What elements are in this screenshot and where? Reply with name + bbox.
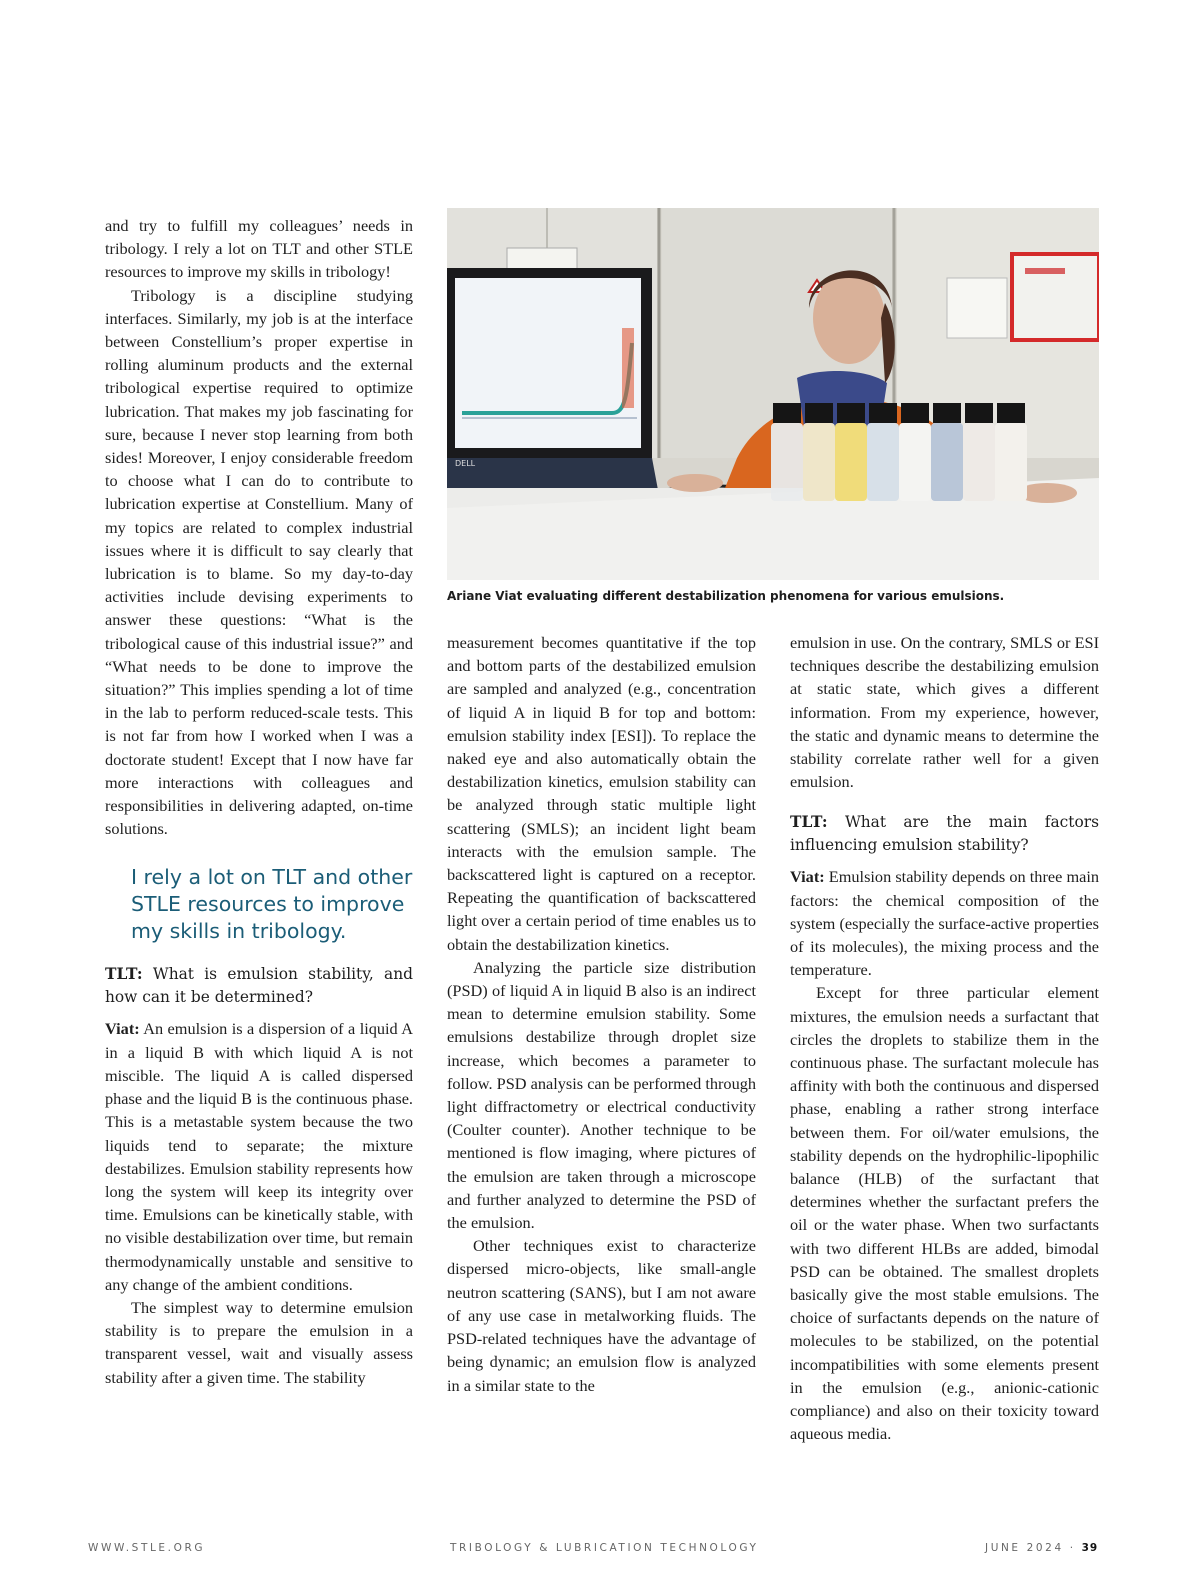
question-label: TLT: — [790, 813, 828, 832]
question-label: TLT: — [105, 965, 143, 984]
paragraph: measurement becomes quantitative if the top and bottom parts of the destabilized emulsion are sampled and analyzed (e.g., concentration of liquid A in liquid B for top and bottom: emulsion stability index [ESI]). To replace the naked eye and also automatically obtain the destabilization kinetics, emulsion stability can be analyzed through static multiple light scattering (SMLS); an incident light beam interacts with the emulsion sample. The backscattered light is captured on a receptor. Repeating the quantification of backscattered light over a certain period of time enables us to obtain the destabilization kinetics. — [447, 633, 756, 954]
paragraph: Analyzing the particle size distribution (PSD) of liquid A in liquid B also is an indirect mean to determine emulsion stability. Some emulsions destabilize through droplet size increase, which becomes a parameter to follow. PSD analysis can be performed through light diffractometry or electrical conductivity (Coulter counter). Another technique to be mentioned is flow imaging, where pictures of the emulsion are taken through a microscope and further analyzed to determine the PSD of the emulsion. — [447, 957, 756, 1233]
question-text: What are the main factors influencing emulsion stability? — [790, 813, 1099, 855]
answer-text: An emulsion is a dispersion of a liquid A in a liquid B with which liquid A is not miscible. The liquid A is called dispersed phase and the liquid B is the continuous phase. This is a metastable system because the two liquids tend to separate; the mixture destabilizes. Emulsion stability represents how long the system will keep its integrity over time. Emulsions can be kinetically stable, with no visible destabilization over time, but remain thermodynamically unstable and sensitive to any change of the ambient conditions. — [105, 1019, 414, 1294]
footer-publication: TRIBOLOGY & LUBRICATION TECHNOLOGY — [450, 1542, 759, 1554]
answer-viat — [790, 865, 1099, 981]
footer-date: JUNE 2024 — [985, 1542, 1064, 1554]
paragraph: Tribology is a discipline studying interfaces. Similarly, my job is at the interface between Constellium’s proper expertise in rolling aluminum products and the external tribological expertise required to optimize lubrication. That makes my job fascinating for sure, because I never stop learning from both sides! Moreover, I enjoy considerable freedom to choose what I can do to contribute to lubrication expertise at Constellium. Many of my topics are related to complex industrial issues where it is difficult to say clearly that lubrication is to blame. So my day-to-day activities include devising experiments to answer these questions: “What is the tribological cause of this industrial issue?” and “What needs to be done to improve the situation?” This implies spending a lot of time in the lab to perform reduced-scale tests. This is not far from how I worked when I was a doctorate student! Except that I now have far more interactions with colleagues and responsibilities in delivering adapted, on-time solutions. — [105, 285, 413, 839]
answer-label: Viat: — [790, 867, 825, 887]
answer-text: Emulsion stability depends on three main factors: the chemical composition of the system (especially the surface-active properties of its molecules), the mixing process and the temperature. — [790, 867, 1099, 980]
column-2 — [447, 631, 756, 1397]
footer-page-info — [985, 1542, 1098, 1554]
paragraph: The simplest way to determine emulsion stability is to prepare the emulsion in a transparent vessel, wait and visually assess stability after a given time. The stability — [105, 1297, 413, 1387]
question-tlt — [790, 811, 1099, 857]
question-text: What is emulsion stability, and how can it be determined? — [105, 965, 413, 1007]
page-number: 39 — [1081, 1542, 1099, 1554]
answer-label: Viat: — [105, 1019, 140, 1039]
paragraph: emulsion in use. On the contrary, SMLS or ESI techniques describe the destabilizing emulsion at static state, which gives a different information. From my experience, however, the static and dynamic means to determine the stability correlate rather well for a given emulsion. — [790, 633, 1099, 792]
column-1 — [105, 214, 413, 1389]
laptop-logo-text: DELL — [455, 459, 476, 468]
photo-caption: Ariane Viat evaluating different destabilization phenomena for various emulsions. — [447, 589, 1005, 603]
column-3 — [790, 631, 1099, 1446]
answer-viat — [105, 1017, 413, 1295]
lab-photo-illustration — [447, 208, 1099, 580]
paragraph: Except for three particular element mixtures, the emulsion needs a surfactant that circles the droplets to stabilize them in the continuous phase. The surfactant molecule has affinity with both the continuous and dispersed phase, enabling a rather strong interface between them. For oil/water emulsions, the stability depends on the hydrophilic-lipophilic balance (HLB) of the surfactant that determines whether the surfactant prefers the oil or the water phase. When two surfactants with two different HLBs are added, bimodal PSD can be obtained. The smallest droplets basically give the most stable emulsions. The choice of surfactants depends on the nature of molecules to be stabilized, on the potential incompatibilities with some elements present in the emulsion (e.g., anionic-cationic compliance) and also on their toxicity toward aqueous media. — [790, 983, 1099, 1444]
article-photo — [447, 208, 1099, 580]
pull-quote: I rely a lot on TLT and other STLE resources to improve my skills in tribology. — [131, 865, 413, 944]
footer-website[interactable]: WWW.STLE.ORG — [88, 1542, 206, 1554]
paragraph: and try to fulfill my colleagues’ needs in tribology. I rely a lot on TLT and other STLE resources to improve my skills in tribology! — [105, 216, 413, 282]
paragraph: Other techniques exist to characterize dispersed micro-objects, like small-angle neutron scattering (SANS), but I am not aware of any use case in metalworking fluids. The PSD-related techniques have the advantage of being dynamic; an emulsion flow is analyzed in a similar state to the — [447, 1236, 756, 1395]
footer-separator: · — [1069, 1542, 1076, 1554]
question-tlt — [105, 963, 413, 1009]
